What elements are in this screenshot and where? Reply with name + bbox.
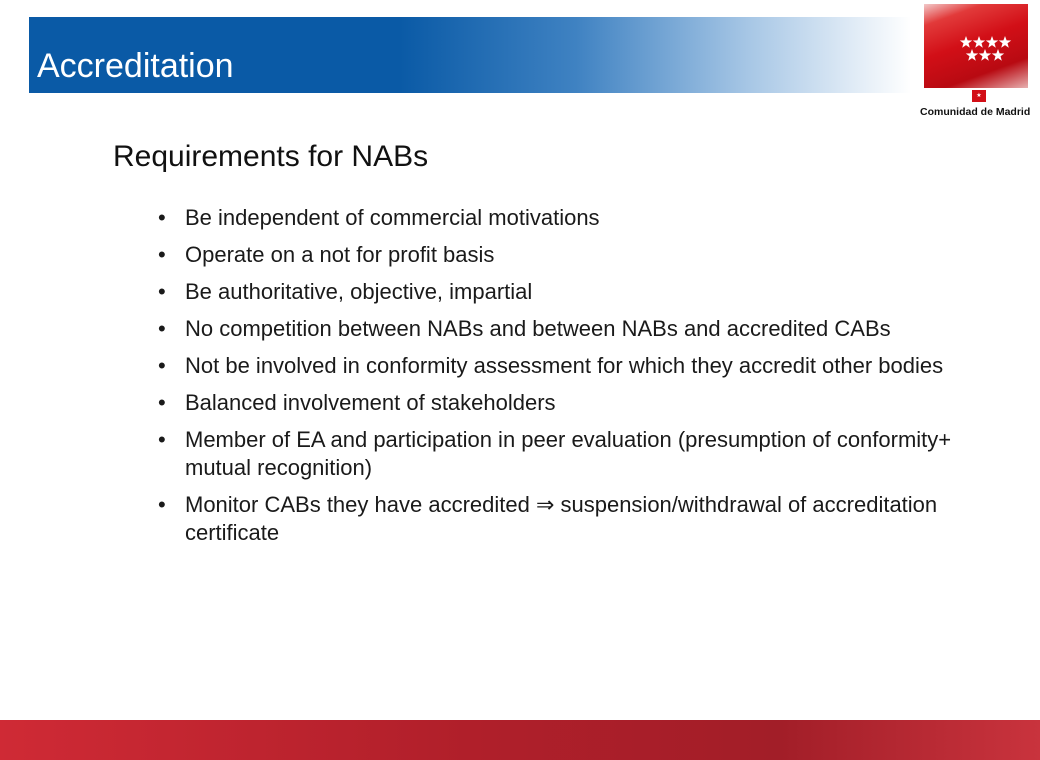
star-icon [986,36,998,48]
bullet-list [158,204,1008,556]
madrid-flag-icon [924,4,1028,88]
bullet-item [158,278,1008,306]
bullet-dot: • [158,492,166,517]
star-icon [973,36,985,48]
bullet-dot: • [158,242,166,267]
bullet-item [158,241,1008,269]
star-icon [992,49,1004,61]
star-icon [960,36,972,48]
comunidad-de-madrid-logo [920,0,1040,128]
bullet-dot: • [158,279,166,304]
logo-badge-icon: ★ [972,90,986,102]
bullet-text: Balanced involvement of stakeholders [185,390,556,415]
title-bar [29,17,911,93]
star-icon [979,49,991,61]
footer-bar [0,720,1040,760]
bullet-dot: • [158,427,166,452]
bullet-text: Member of EA and participation in peer evaluation (presumption of conformity+ mutual recognition) [185,427,952,480]
bullet-dot: • [158,205,166,230]
bullet-item [158,204,1008,232]
bullet-item [158,491,1008,547]
logo-text: Comunidad de Madrid [920,106,1031,118]
star-icon [999,36,1011,48]
bullet-item [158,315,1008,343]
slide-subtitle: Requirements for NABs [113,140,429,173]
bullet-dot: • [158,353,166,378]
bullet-item [158,426,1008,482]
bullet-text: Not be involved in conformity assessment for which they accredit other bodies [185,353,944,378]
bullet-dot: • [158,316,166,341]
bullet-item [158,389,1008,417]
bullet-text: Operate on a not for profit basis [185,242,495,267]
bullet-dot: • [158,390,166,415]
bullet-text: Be authoritative, objective, impartial [185,279,533,304]
bullet-item [158,352,1008,380]
bullet-text: Monitor CABs they have accredited ⇒ suspension/withdrawal of accreditation certificate [185,492,938,545]
bullet-text: Be independent of commercial motivations [185,205,600,230]
star-icon [966,49,978,61]
slide-title: Accreditation [37,47,234,85]
bullet-text: No competition between NABs and between NABs and accredited CABs [185,316,891,341]
